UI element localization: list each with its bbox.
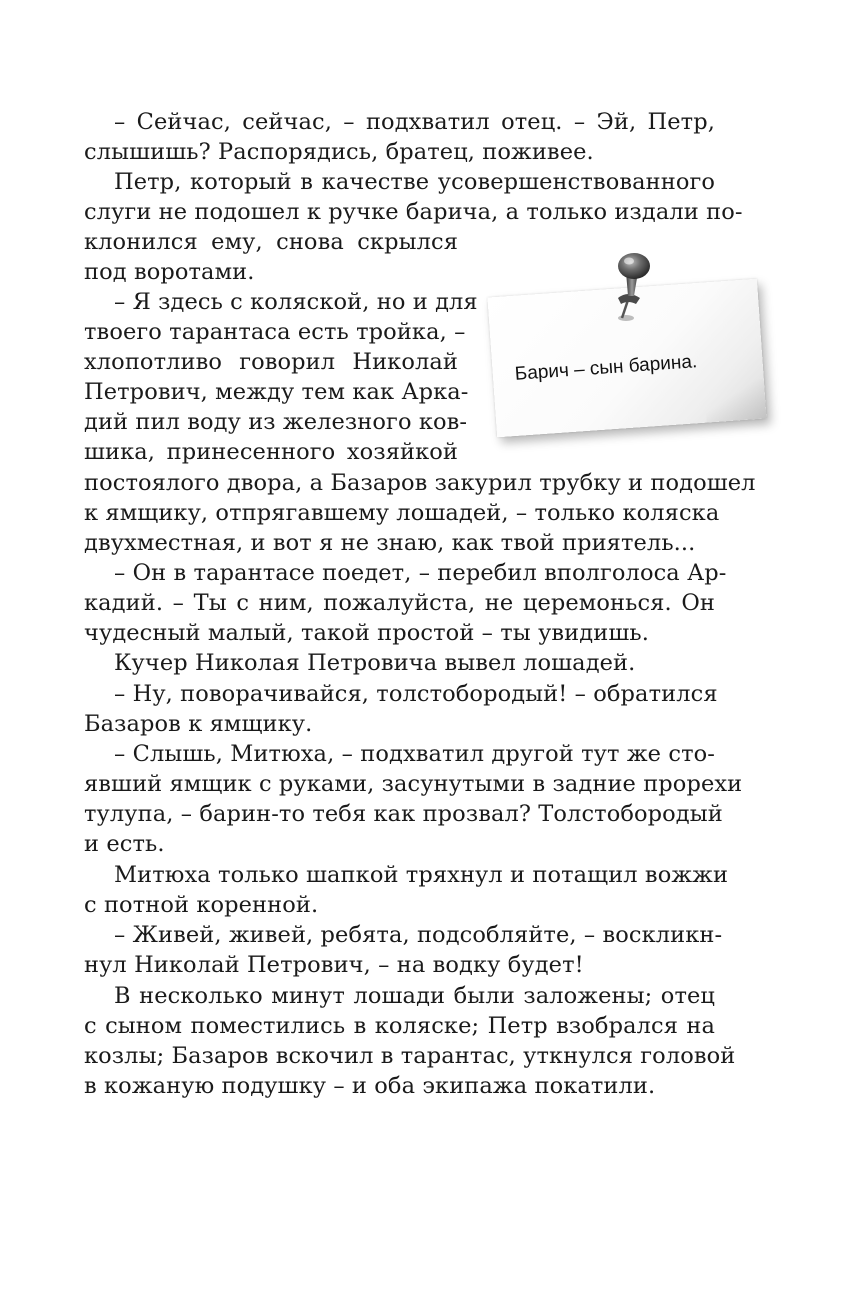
text-line: с потной коренной. [84,892,319,918]
text-line: под воротами. [84,259,255,285]
text-line: двухместная, и вот я не знаю, как твой приятель... [84,530,696,556]
text-line: Петрович, между тем как Арка- [84,379,469,405]
text-line: с сыном поместились в коляске; Петр взобрался на [84,1013,715,1039]
text-line: – Ну, поворачивайся, толстобородый! – обратился [114,681,718,707]
text-line: хлопотливо говорил Николай [84,349,458,375]
text-line: – Я здесь с коляской, но и для [114,289,478,315]
text-line: постоялого двора, а Базаров закурил трубку и подошел [84,470,756,496]
text-line: нул Николай Петрович, – на водку будет! [84,952,584,978]
text-line: и есть. [84,831,165,857]
text-line: твоего тарантаса есть тройка, – [84,319,466,345]
text-line: кадий. – Ты с ним, пожалуйста, не церемонься. Он [84,590,715,616]
text-line: шика, принесенного хозяйкой [84,439,458,465]
text-line: в кожаную подушку – и оба экипажа покатили. [84,1073,656,1099]
text-line: В несколько минут лошади были заложены; отец [114,983,715,1009]
sticky-note-text: Барич – сын барина. [514,351,698,385]
text-line: к ямщику, отпрягавшему лошадей, – только коляска [84,500,720,526]
text-line: Митюха только шапкой тряхнул и потащил вожжи [114,862,729,888]
text-line: тулупа, – барин-то тебя как прозвал? Толстобородый [84,801,723,827]
text-line: слышишь? Распорядись, братец, поживее. [84,139,594,165]
text-line: – Сейчас, сейчас, – подхватил отец. – Эй, Петр, [114,109,715,135]
text-line: дий пил воду из железного ков- [84,409,468,435]
text-line: чудесный малый, такой простой – ты увидишь. [84,620,649,646]
text-line: – Он в тарантасе поедет, – перебил вполголоса Ар- [114,560,727,586]
text-line: козлы; Базаров вскочил в тарантас, уткнулся головой [84,1043,736,1069]
pushpin-icon [604,248,664,328]
sticky-note [484,248,774,448]
text-line: Базаров к ямщику. [84,711,313,737]
text-line: клонился ему, снова скрылся [84,229,458,255]
text-line: Кучер Николая Петровича вывел лошадей. [114,650,636,676]
text-line: слуги не подошел к ручке барича, а только издали по- [84,199,743,225]
text-line: – Слышь, Митюха, – подхватил другой тут же сто- [114,741,715,767]
text-line: явший ямщик с руками, засунутыми в задние прорехи [84,771,743,797]
text-line: – Живей, живей, ребята, подсобляйте, – воскликн- [114,922,723,948]
text-line: Петр, который в качестве усовершенствованного [114,169,715,195]
